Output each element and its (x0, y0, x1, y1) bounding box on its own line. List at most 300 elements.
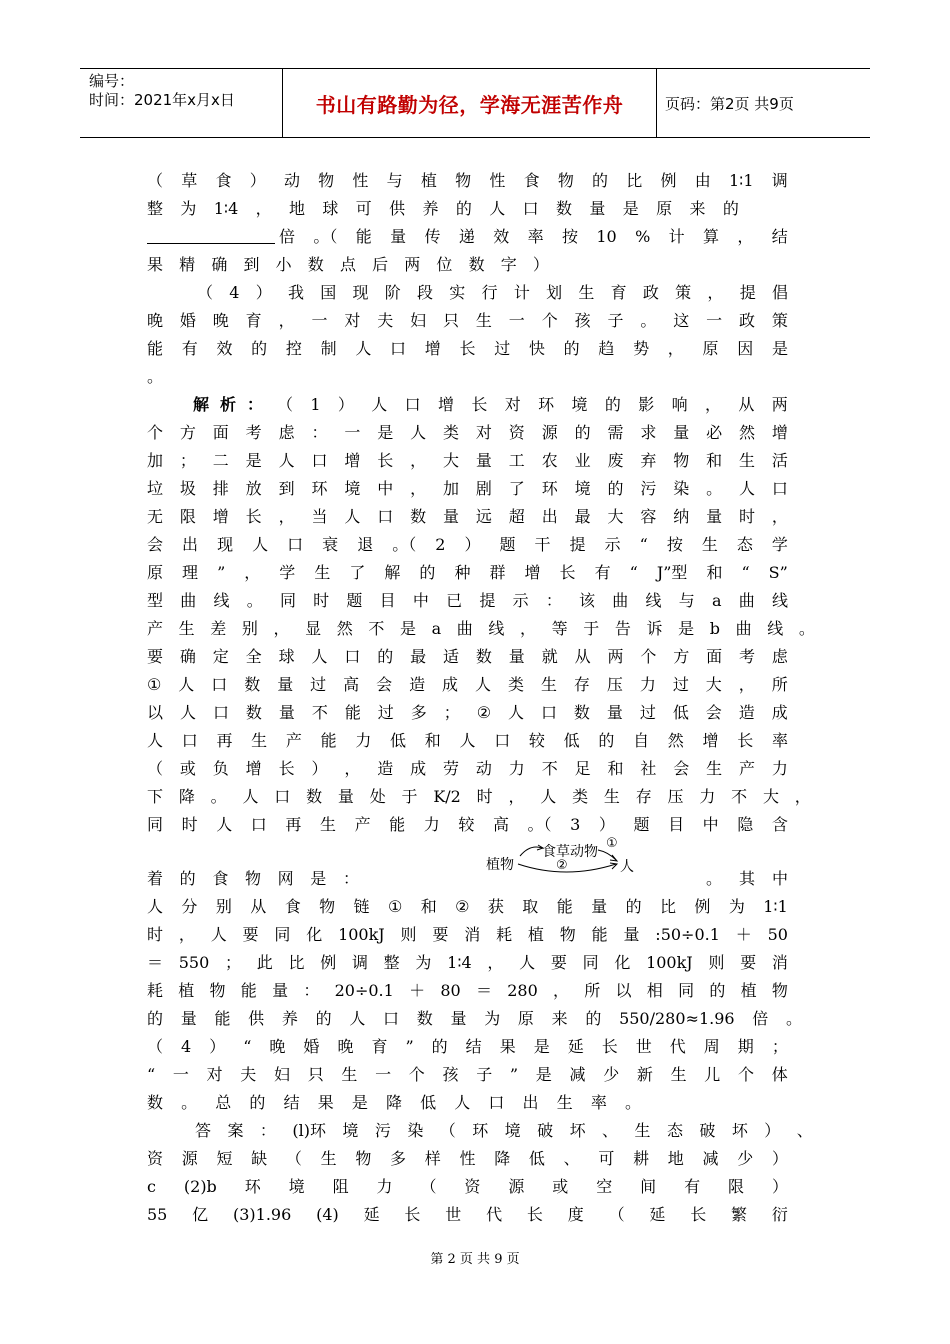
text-token: 地 (667, 1149, 684, 1168)
text-token: 口 (771, 479, 788, 498)
text-token: 不 (541, 759, 558, 778)
text-token: “ (741, 563, 750, 582)
text-token: 延 (363, 1205, 380, 1224)
text-token: 生 (319, 815, 336, 834)
text-token: ， (794, 787, 811, 806)
text-token: 则 (400, 925, 417, 944)
text-token: 例 (660, 171, 677, 190)
text-token: 环 (541, 479, 558, 498)
text-token: 于 (583, 619, 600, 638)
text-token: 量 (606, 703, 623, 722)
text-token: 的 (574, 423, 591, 442)
text-token: 低 (390, 731, 407, 750)
text-token: 果 (499, 1037, 516, 1056)
text-token: 1∶4 (447, 953, 472, 972)
text-token: 个 (738, 1065, 755, 1084)
text-token: ， (244, 563, 261, 582)
text-token: 口 (212, 703, 229, 722)
text-token: 势 (633, 339, 650, 358)
text-token: 50 (767, 925, 788, 944)
text-token: 增 (212, 507, 229, 526)
text-token: 态 (666, 1121, 683, 1140)
text-token: 压 (606, 675, 623, 694)
text-token: 自 (633, 731, 650, 750)
text-token: 2 (435, 535, 446, 554)
page-header (80, 68, 870, 138)
text-token: 是 (535, 1065, 552, 1084)
text-token: 方 (673, 647, 690, 666)
text-token: 的 (431, 1037, 448, 1056)
text-token: K/2 (433, 787, 461, 806)
text-token: 字 (500, 255, 517, 274)
text-token: 植 (420, 171, 437, 190)
text-token: 较 (528, 731, 545, 750)
text-token: ； (443, 703, 460, 722)
text-token: 是 (351, 1093, 368, 1112)
text-token: 类 (507, 675, 524, 694)
text-token: 口 (488, 1093, 505, 1112)
text-token: 的 (315, 1009, 332, 1028)
text-token: 策 (771, 311, 788, 330)
text-token: 提 (569, 535, 586, 554)
text-token: 加 (147, 451, 164, 470)
text-token: ； (179, 451, 196, 470)
text-token: 100kJ (646, 953, 693, 972)
text-token: 相 (646, 981, 663, 1000)
text-token: 晚 (212, 311, 229, 330)
text-token: 传 (424, 227, 441, 246)
text-token: 口 (311, 451, 328, 470)
text-token: 55 (147, 1205, 168, 1224)
text-token: 成 (442, 675, 459, 694)
text-token: 耕 (633, 1149, 650, 1168)
text-token: 学 (771, 535, 788, 554)
text-token: 口 (287, 535, 304, 554)
text-token: 环 (311, 479, 328, 498)
text-token: 造 (377, 759, 394, 778)
text-token: 按 (562, 227, 579, 246)
text-token: 两 (404, 255, 421, 274)
text-token: 性 (489, 171, 506, 190)
text-token: 农 (541, 451, 558, 470)
text-token: 增 (438, 395, 455, 414)
text-token: 数 (306, 787, 323, 806)
text-token: 同 (274, 925, 291, 944)
text-token: 可 (355, 199, 372, 218)
text-line-with-blank (147, 225, 788, 249)
text-token: ， (410, 451, 427, 470)
text-token: 率 (771, 731, 788, 750)
text-token: 草 (181, 171, 198, 190)
text-token: ） (464, 535, 481, 554)
text-token: 倍 (752, 1009, 769, 1028)
text-token: 时 (476, 787, 493, 806)
text-token: 境 (504, 1121, 521, 1140)
text-token: 食 (523, 171, 540, 190)
text-token: 能 (556, 897, 573, 916)
text-token: 链 (353, 897, 370, 916)
text-token: 再 (216, 731, 233, 750)
text-token: ） (532, 255, 549, 274)
text-token: 人 (242, 787, 259, 806)
text-token: 生 (701, 535, 718, 554)
text-token: 低 (420, 1093, 437, 1112)
text-token: ， (707, 283, 724, 302)
text-token: 效 (493, 227, 510, 246)
text-token: ） (255, 283, 272, 302)
text-token: 人 (147, 731, 164, 750)
text-token: 力 (699, 787, 716, 806)
food-web-plant: 植物 (486, 857, 514, 873)
text-line (147, 253, 549, 277)
text-token: 生 (556, 1093, 573, 1112)
text-token: ” (217, 563, 226, 582)
text-token: 加 (443, 479, 460, 498)
text-token: 计 (513, 283, 530, 302)
text-token: 线 (771, 591, 788, 610)
text-token: 以 (147, 703, 164, 722)
text-token: 或 (552, 1177, 569, 1196)
text-token: 。（ (313, 227, 338, 246)
text-token: 的 (179, 869, 196, 888)
text-token: 类 (572, 787, 589, 806)
text-token: 供 (248, 1009, 265, 1028)
text-token: 亿 (192, 1205, 209, 1224)
text-token: 。 (706, 479, 723, 498)
text-token: 划 (546, 283, 563, 302)
text-token: 植 (178, 981, 195, 1000)
text-token: 中 (771, 869, 788, 888)
text-token: 长 (459, 339, 476, 358)
text-line (147, 813, 788, 837)
text-token: 物 (319, 897, 336, 916)
text-token: c (147, 1177, 156, 1196)
text-token: 80 (440, 981, 461, 1000)
text-token: 污 (374, 1121, 391, 1140)
text-token: 是 (533, 1037, 550, 1056)
text-token: 人 (311, 647, 328, 666)
text-line (195, 1119, 813, 1143)
text-token: 示 (604, 535, 621, 554)
text-token: 能 (320, 731, 337, 750)
text-token: 度 (567, 1205, 584, 1224)
text-token: 。 (210, 787, 227, 806)
text-line (147, 309, 788, 333)
text-token: 物 (244, 869, 261, 888)
text-line (147, 477, 788, 501)
text-token: 晚 (147, 311, 164, 330)
text-token: 多 (410, 703, 427, 722)
text-token: 线 (488, 619, 505, 638)
food-web-diagram (486, 836, 634, 876)
text-token: 因 (737, 339, 754, 358)
answer-blank[interactable] (147, 225, 275, 244)
text-token: 比 (626, 171, 643, 190)
text-token: 人 (210, 925, 227, 944)
text-token: 物 (673, 451, 690, 470)
text-token: 坏 (569, 1121, 586, 1140)
text-token: 婚 (303, 1037, 320, 1056)
text-token: 增 (771, 423, 788, 442)
text-token: 人 (349, 1009, 366, 1028)
text-token: 力 (639, 675, 656, 694)
text-token: 按 (666, 535, 683, 554)
header-divider-right (656, 69, 657, 137)
text-token: 精 (179, 255, 196, 274)
text-token: （ (197, 283, 214, 302)
text-token: 可 (598, 1149, 615, 1168)
text-token: 显 (305, 619, 322, 638)
text-token: 食 (215, 171, 232, 190)
text-token: 目 (668, 815, 685, 834)
text-line (147, 923, 788, 947)
text-token: 破 (537, 1121, 554, 1140)
text-token: :50÷0.1 (655, 925, 720, 944)
text-token: ， (520, 619, 537, 638)
text-line (147, 979, 788, 1003)
text-token: 只 (443, 311, 460, 330)
text-token: ＝ (147, 953, 164, 972)
text-token: 低 (563, 731, 580, 750)
text-token: 不 (311, 703, 328, 722)
text-token: 的 (709, 981, 726, 1000)
text-token: 的 (251, 339, 268, 358)
text-token: 人 (410, 423, 427, 442)
text-token: 妇 (273, 1065, 290, 1084)
text-token: a (711, 591, 722, 610)
food-web-herbivore: 食草动物 (542, 844, 598, 860)
text-line (147, 645, 788, 669)
text-token: 为 (415, 953, 432, 972)
text-line-rest (279, 225, 788, 249)
text-token: 产 (285, 731, 302, 750)
text-token: 的 (722, 199, 739, 218)
text-token: 点 (339, 255, 356, 274)
text-token: 力 (423, 815, 440, 834)
text-token: ， (178, 925, 195, 944)
text-token: 别 (215, 897, 232, 916)
text-line (147, 421, 788, 445)
text-token: 境 (344, 479, 361, 498)
text-token: 物 (557, 171, 574, 190)
text-token: 案 (227, 1121, 244, 1140)
text-token: 再 (285, 815, 302, 834)
text-line (147, 1091, 641, 1115)
text-token: 周 (703, 1037, 720, 1056)
text-token: 存 (573, 675, 590, 694)
text-token: 、 (796, 1121, 813, 1140)
text-token: 含 (771, 815, 788, 834)
text-token: 一 (172, 1065, 189, 1084)
text-token: 倡 (771, 283, 788, 302)
text-token: 要 (242, 925, 259, 944)
text-token: 以 (615, 981, 632, 1000)
text-token: 个 (541, 311, 558, 330)
text-token: 繁 (731, 1205, 748, 1224)
text-token: 资 (508, 423, 525, 442)
text-token: 过 (377, 703, 394, 722)
text-token: 隐 (737, 815, 754, 834)
text-token: 网 (277, 869, 294, 888)
text-token: 物 (559, 925, 576, 944)
text-token: 有 (594, 563, 611, 582)
text-token: 种 (454, 563, 471, 582)
text-token: 的 (585, 1009, 602, 1028)
text-token: 所 (584, 981, 601, 1000)
text-token: 影 (638, 395, 655, 414)
arrow-plant-to-herbivore (520, 847, 542, 856)
text-token: ； (225, 953, 242, 972)
text-token: 快 (528, 339, 545, 358)
text-token: 段 (417, 283, 434, 302)
text-token: 晚 (337, 1037, 354, 1056)
arrow-herbivore-to-human (598, 850, 616, 860)
text-token: 目 (379, 591, 396, 610)
text-token: 对 (504, 395, 521, 414)
text-token: 对 (344, 311, 361, 330)
text-token: 和 (424, 731, 441, 750)
text-token: 长 (737, 731, 754, 750)
text-token: 源 (508, 1177, 525, 1196)
text-token: 然 (667, 731, 684, 750)
text-token: 负 (212, 759, 229, 778)
text-token: 和 (607, 759, 624, 778)
header-meta (89, 72, 235, 110)
text-token: 10 (596, 227, 617, 246)
text-token: 降 (178, 787, 195, 806)
text-line (147, 197, 739, 221)
text-token: 口 (540, 703, 557, 722)
text-token: 降 (494, 1149, 511, 1168)
text-token: ， (667, 339, 684, 358)
text-token: 题 (346, 591, 363, 610)
text-token: 数 (147, 1093, 164, 1112)
text-token: 。 (798, 619, 815, 638)
text-token: 。 (181, 1093, 198, 1112)
text-token: 过 (639, 703, 656, 722)
text-token: 人 (459, 731, 476, 750)
text-token: 一 (311, 311, 328, 330)
text-token: 增 (344, 451, 361, 470)
text-token: 一 (344, 423, 361, 442)
text-token: 为 (180, 199, 197, 218)
text-token: 子 (607, 311, 624, 330)
text-token: （ (147, 171, 164, 190)
text-token: 策 (675, 283, 692, 302)
text-token: 物 (771, 981, 788, 1000)
text-token: 该 (579, 591, 596, 610)
text-line (147, 867, 359, 891)
text-token: 口 (344, 647, 361, 666)
text-token: 果 (317, 1093, 334, 1112)
text-token: 20÷0.1 (334, 981, 394, 1000)
text-token: （ (608, 1205, 625, 1224)
text-token: 结 (465, 1037, 482, 1056)
text-token: 小 (275, 255, 292, 274)
text-token: 曲 (735, 619, 752, 638)
text-token: 中 (377, 479, 394, 498)
text-token: 4 (181, 1037, 192, 1056)
text-token: 长 (377, 451, 394, 470)
text-token: 、 (602, 1121, 619, 1140)
text-token: 答 (195, 1121, 212, 1140)
text-token: ② (476, 703, 492, 722)
header-motto: 书山有路勤为径，学海无涯苦作舟 (315, 93, 624, 117)
text-token: 耗 (147, 981, 164, 1000)
text-token: 数 (307, 255, 324, 274)
text-token: 倍 (279, 227, 296, 246)
text-token: 生 (475, 311, 492, 330)
text-token: 量 (589, 199, 606, 218)
text-token: （ (439, 1121, 456, 1140)
text-token: 人 (739, 479, 756, 498)
text-token: 了 (508, 479, 525, 498)
text-token: 题 (633, 815, 650, 834)
text-token: 人 (355, 339, 372, 358)
text-line (147, 1203, 788, 1227)
text-token: 业 (574, 451, 591, 470)
text-token: ， (278, 507, 295, 526)
text-line (147, 895, 788, 919)
text-token: 退 (357, 535, 374, 554)
text-token: 量 (277, 675, 294, 694)
text-token: 远 (475, 507, 492, 526)
text-token: ＋ (409, 981, 426, 1000)
text-token: 少 (603, 1065, 620, 1084)
text-token: 整 (147, 199, 164, 218)
text-token: 新 (636, 1065, 653, 1084)
text-token: 两 (771, 395, 788, 414)
text-token: 生 (603, 787, 620, 806)
text-token: 调 (771, 171, 788, 190)
text-token: 虑 (278, 423, 295, 442)
text-token: 高 (492, 815, 509, 834)
text-token: 性 (352, 171, 369, 190)
text-line (147, 589, 788, 613)
text-token: 1 (310, 395, 321, 414)
text-token: 大 (762, 787, 779, 806)
text-token: 样 (424, 1149, 441, 1168)
text-token: 要 (550, 953, 567, 972)
text-line (147, 729, 788, 753)
text-token: 减 (702, 1149, 719, 1168)
text-token: 增 (245, 759, 262, 778)
text-token: 能 (591, 925, 608, 944)
text-token: ： (259, 1121, 276, 1140)
text-token: 养 (281, 1009, 298, 1028)
text-token: “ (147, 1065, 156, 1084)
text-token: 是 (622, 199, 639, 218)
text-token: 政 (739, 311, 756, 330)
text-line (147, 1007, 802, 1031)
text-token: 是 (400, 619, 417, 638)
text-line (147, 951, 788, 975)
text-token: 二 (212, 451, 229, 470)
text-token: 数 (573, 703, 590, 722)
text-token: 力 (771, 759, 788, 778)
text-token: 着 (147, 869, 164, 888)
text-token: 夫 (240, 1065, 257, 1084)
text-token: 期 (737, 1037, 754, 1056)
text-token: % (635, 227, 651, 246)
text-token: 量 (591, 897, 608, 916)
text-token: 算 (703, 227, 720, 246)
text-token: 。 (706, 869, 723, 888)
text-token: 。（ (527, 815, 552, 834)
text-token: 其 (738, 869, 755, 888)
text-token: 解 (384, 563, 401, 582)
text-token: 长 (471, 395, 488, 414)
